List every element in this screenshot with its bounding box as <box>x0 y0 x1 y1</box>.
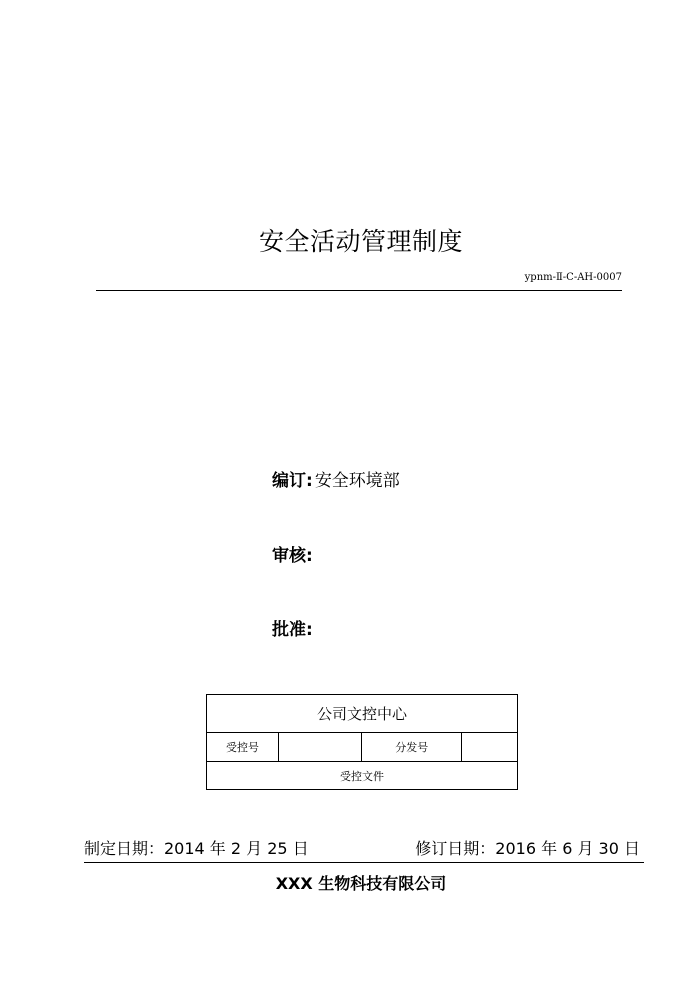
approve-row <box>272 615 315 640</box>
review-label: 审核: <box>272 546 313 566</box>
distribution-no-value <box>461 733 517 762</box>
control-no-label: 受控号 <box>207 733 279 762</box>
edit-value: 安全环境部 <box>314 471 400 491</box>
controlled-document-label: 受控文件 <box>207 762 518 790</box>
approve-label: 批准: <box>272 620 313 640</box>
control-center-title: 公司文控中心 <box>207 695 518 733</box>
footer-divider <box>84 862 644 863</box>
company-name: XXX 生物科技有限公司 <box>275 874 447 893</box>
document-title: 安全活动管理制度 <box>258 227 463 256</box>
control-no-value <box>278 733 362 762</box>
review-row <box>272 541 315 566</box>
revised-date: 修订日期：2016 年 6 月 30 日 <box>415 839 640 858</box>
edit-row <box>272 466 400 491</box>
made-date: 制定日期：2014 年 2 月 25 日 <box>84 839 309 858</box>
document-code: ypnm-Ⅱ-C-AH-0007 <box>524 272 622 283</box>
title-divider <box>96 290 622 291</box>
edit-label: 编订: <box>272 471 313 491</box>
distribution-no-label: 分发号 <box>362 733 461 762</box>
document-control-box <box>206 694 518 790</box>
